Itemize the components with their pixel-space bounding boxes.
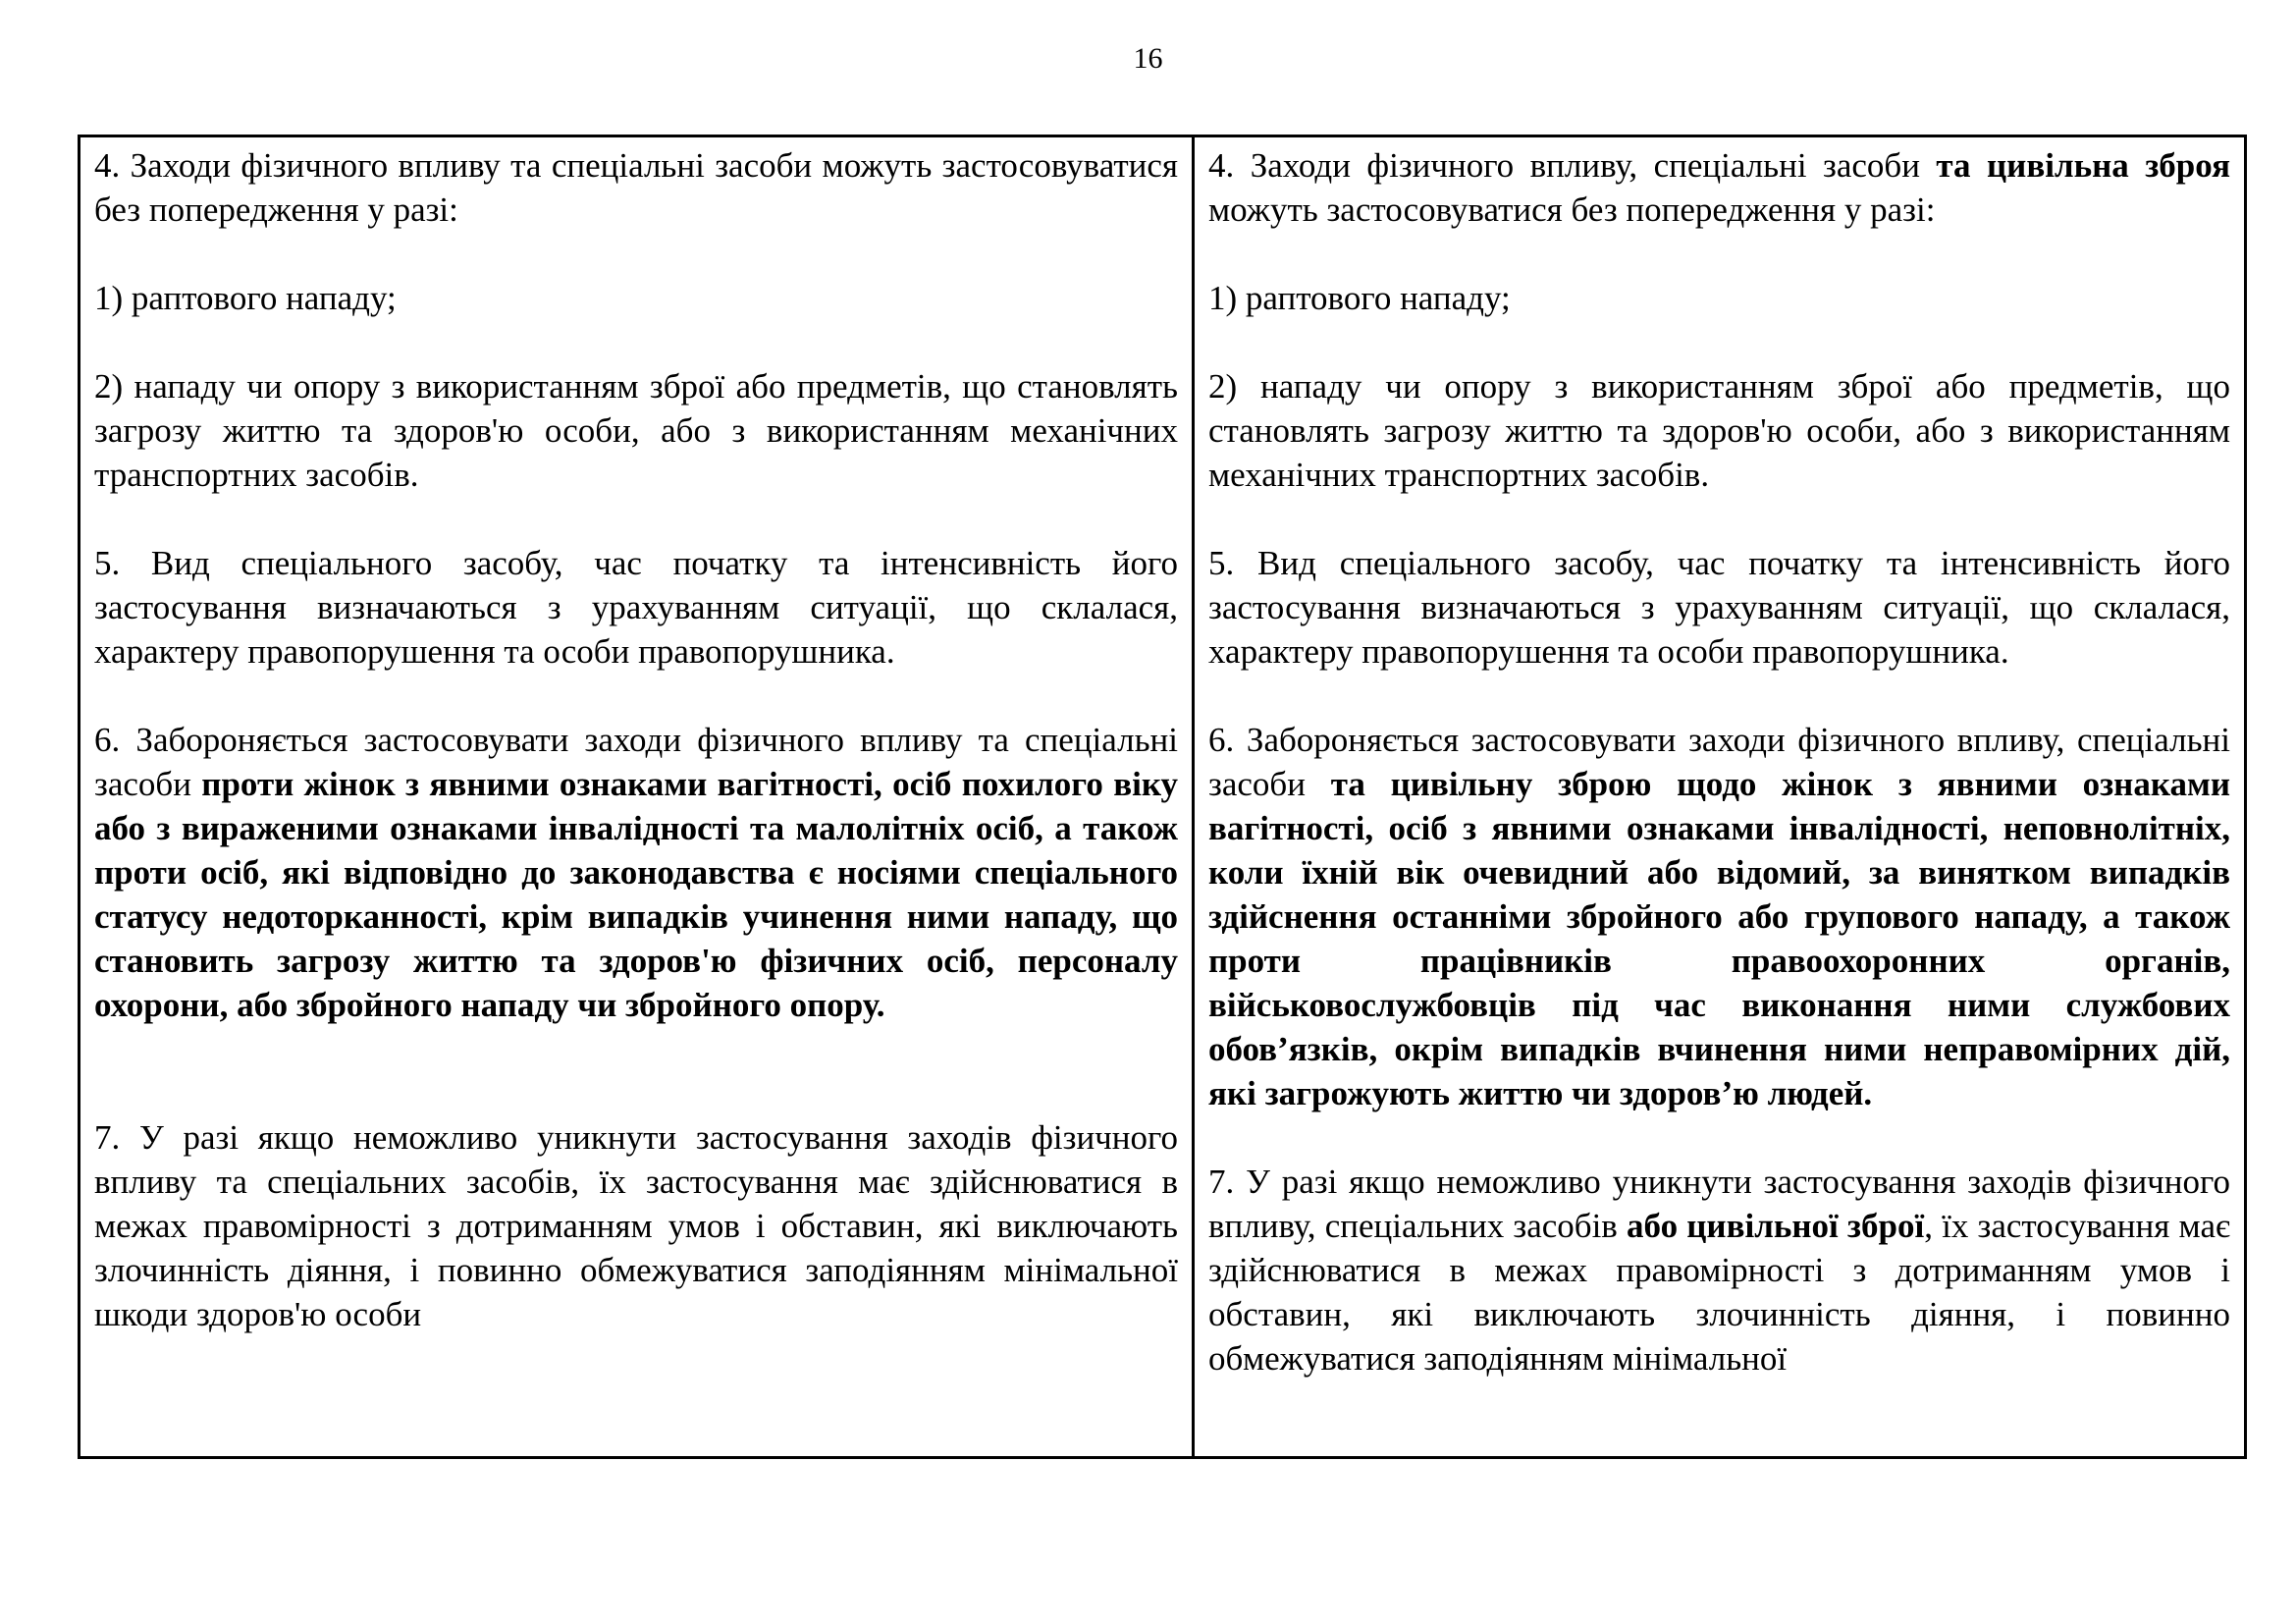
left-p4-intro: 4. Заходи фізичного впливу та спеціальні засоби можуть застосовуватися без попередження у разі:	[94, 146, 1178, 229]
right-p7-bold: або цивільної зброї	[1627, 1207, 1925, 1245]
right-p6-plain: 6. Забороняється застосовувати заходи фізичного впливу, спеціальні засоби	[1208, 721, 2230, 803]
page-number: 16	[1133, 42, 1163, 75]
left-p7: 7. У разі якщо неможливо уникнути застосування заходів фізичного впливу та спеціальних засобів, їх застосування має здійснюватися в межах правомірності з дотриманням умов і обставин, які виключають злочинність діяння, і повинно обмежуватися заподіянням мінімальної шкоди здоров'ю особи	[94, 1118, 1178, 1333]
right-p4-item1: 1) раптового нападу;	[1208, 279, 1511, 317]
left-p6	[94, 718, 1178, 1027]
left-p6-plain: 6. Забороняється застосовувати заходи фізичного впливу та спеціальні засоби	[94, 721, 1178, 803]
right-p4-bold: та цивільна зброя	[1936, 146, 2231, 185]
left-p6-bold: проти жінок з явними ознаками вагітності, осіб похилого віку або з вираженими ознаками інвалідності та малолітніх осіб, а також проти осіб, які відповідно до законодавства є носіями спеціального статусу недоторканності, крім випадків учинення ними нападу, що становить загрозу життю та здоров'ю фізичних осіб, персоналу охорони, або збройного нападу чи збройного опору.	[94, 765, 1178, 1024]
right-p4-b: можуть застосовуватися без попередження у разі:	[1208, 190, 1936, 229]
left-p4-item2: 2) нападу чи опору з використанням зброї або предметів, що становлять загрозу життю та здоров'ю особи, або з використанням механічних транспортних засобів.	[94, 367, 1178, 494]
right-p4-item2: 2) нападу чи опору з використанням зброї або предметів, що становлять загрозу життю та здоров'ю особи, або з використанням механічних транспортних засобів.	[1208, 367, 2230, 494]
left-p4-item1: 1) раптового нападу;	[94, 279, 397, 317]
right-p4-a: 4. Заходи фізичного впливу, спеціальні засоби	[1208, 146, 1920, 185]
right-p7-a: 7. У разі якщо неможливо уникнути застосування заходів фізичного впливу, спеціальних засобів	[1208, 1163, 2230, 1245]
right-p6-bold: та цивільну зброю щодо жінок з явними ознаками вагітності, осіб з явними ознаками інвалідності, неповнолітніх, коли їхній вік очевидний або відомий, за винятком випадків здійснення останніми збройного або групового нападу, а також проти працівників правоохоронних органів, військовослужбовців під час виконання ними службових обов’язків, окрім випадків вчинення ними неправомірних дій, які загрожують життю чи здоров’ю людей.	[1208, 765, 2230, 1112]
left-p5: 5. Вид спеціального засобу, час початку та інтенсивність його застосування визначаються з урахуванням ситуації, що склалася, характеру правопорушення та особи правопорушника.	[94, 544, 1178, 671]
right-p4-intro	[1208, 143, 2230, 232]
right-p7	[1208, 1160, 2230, 1380]
right-column	[1194, 136, 2246, 1458]
right-p7-b: , їх застосування має здійснюватися в межах правомірності з дотриманням умов і обставин, які виключають злочинність діяння, і повинно обмежуватися заподіянням мінімальної	[1208, 1207, 2231, 1378]
left-column	[80, 136, 1194, 1458]
right-p5: 5. Вид спеціального засобу, час початку та інтенсивність його застосування визначаються з урахуванням ситуації, що склалася, характеру правопорушення та особи правопорушника.	[1208, 544, 2230, 671]
right-p6	[1208, 718, 2230, 1115]
table-row	[80, 136, 2246, 1458]
comparison-table	[78, 135, 2247, 1459]
